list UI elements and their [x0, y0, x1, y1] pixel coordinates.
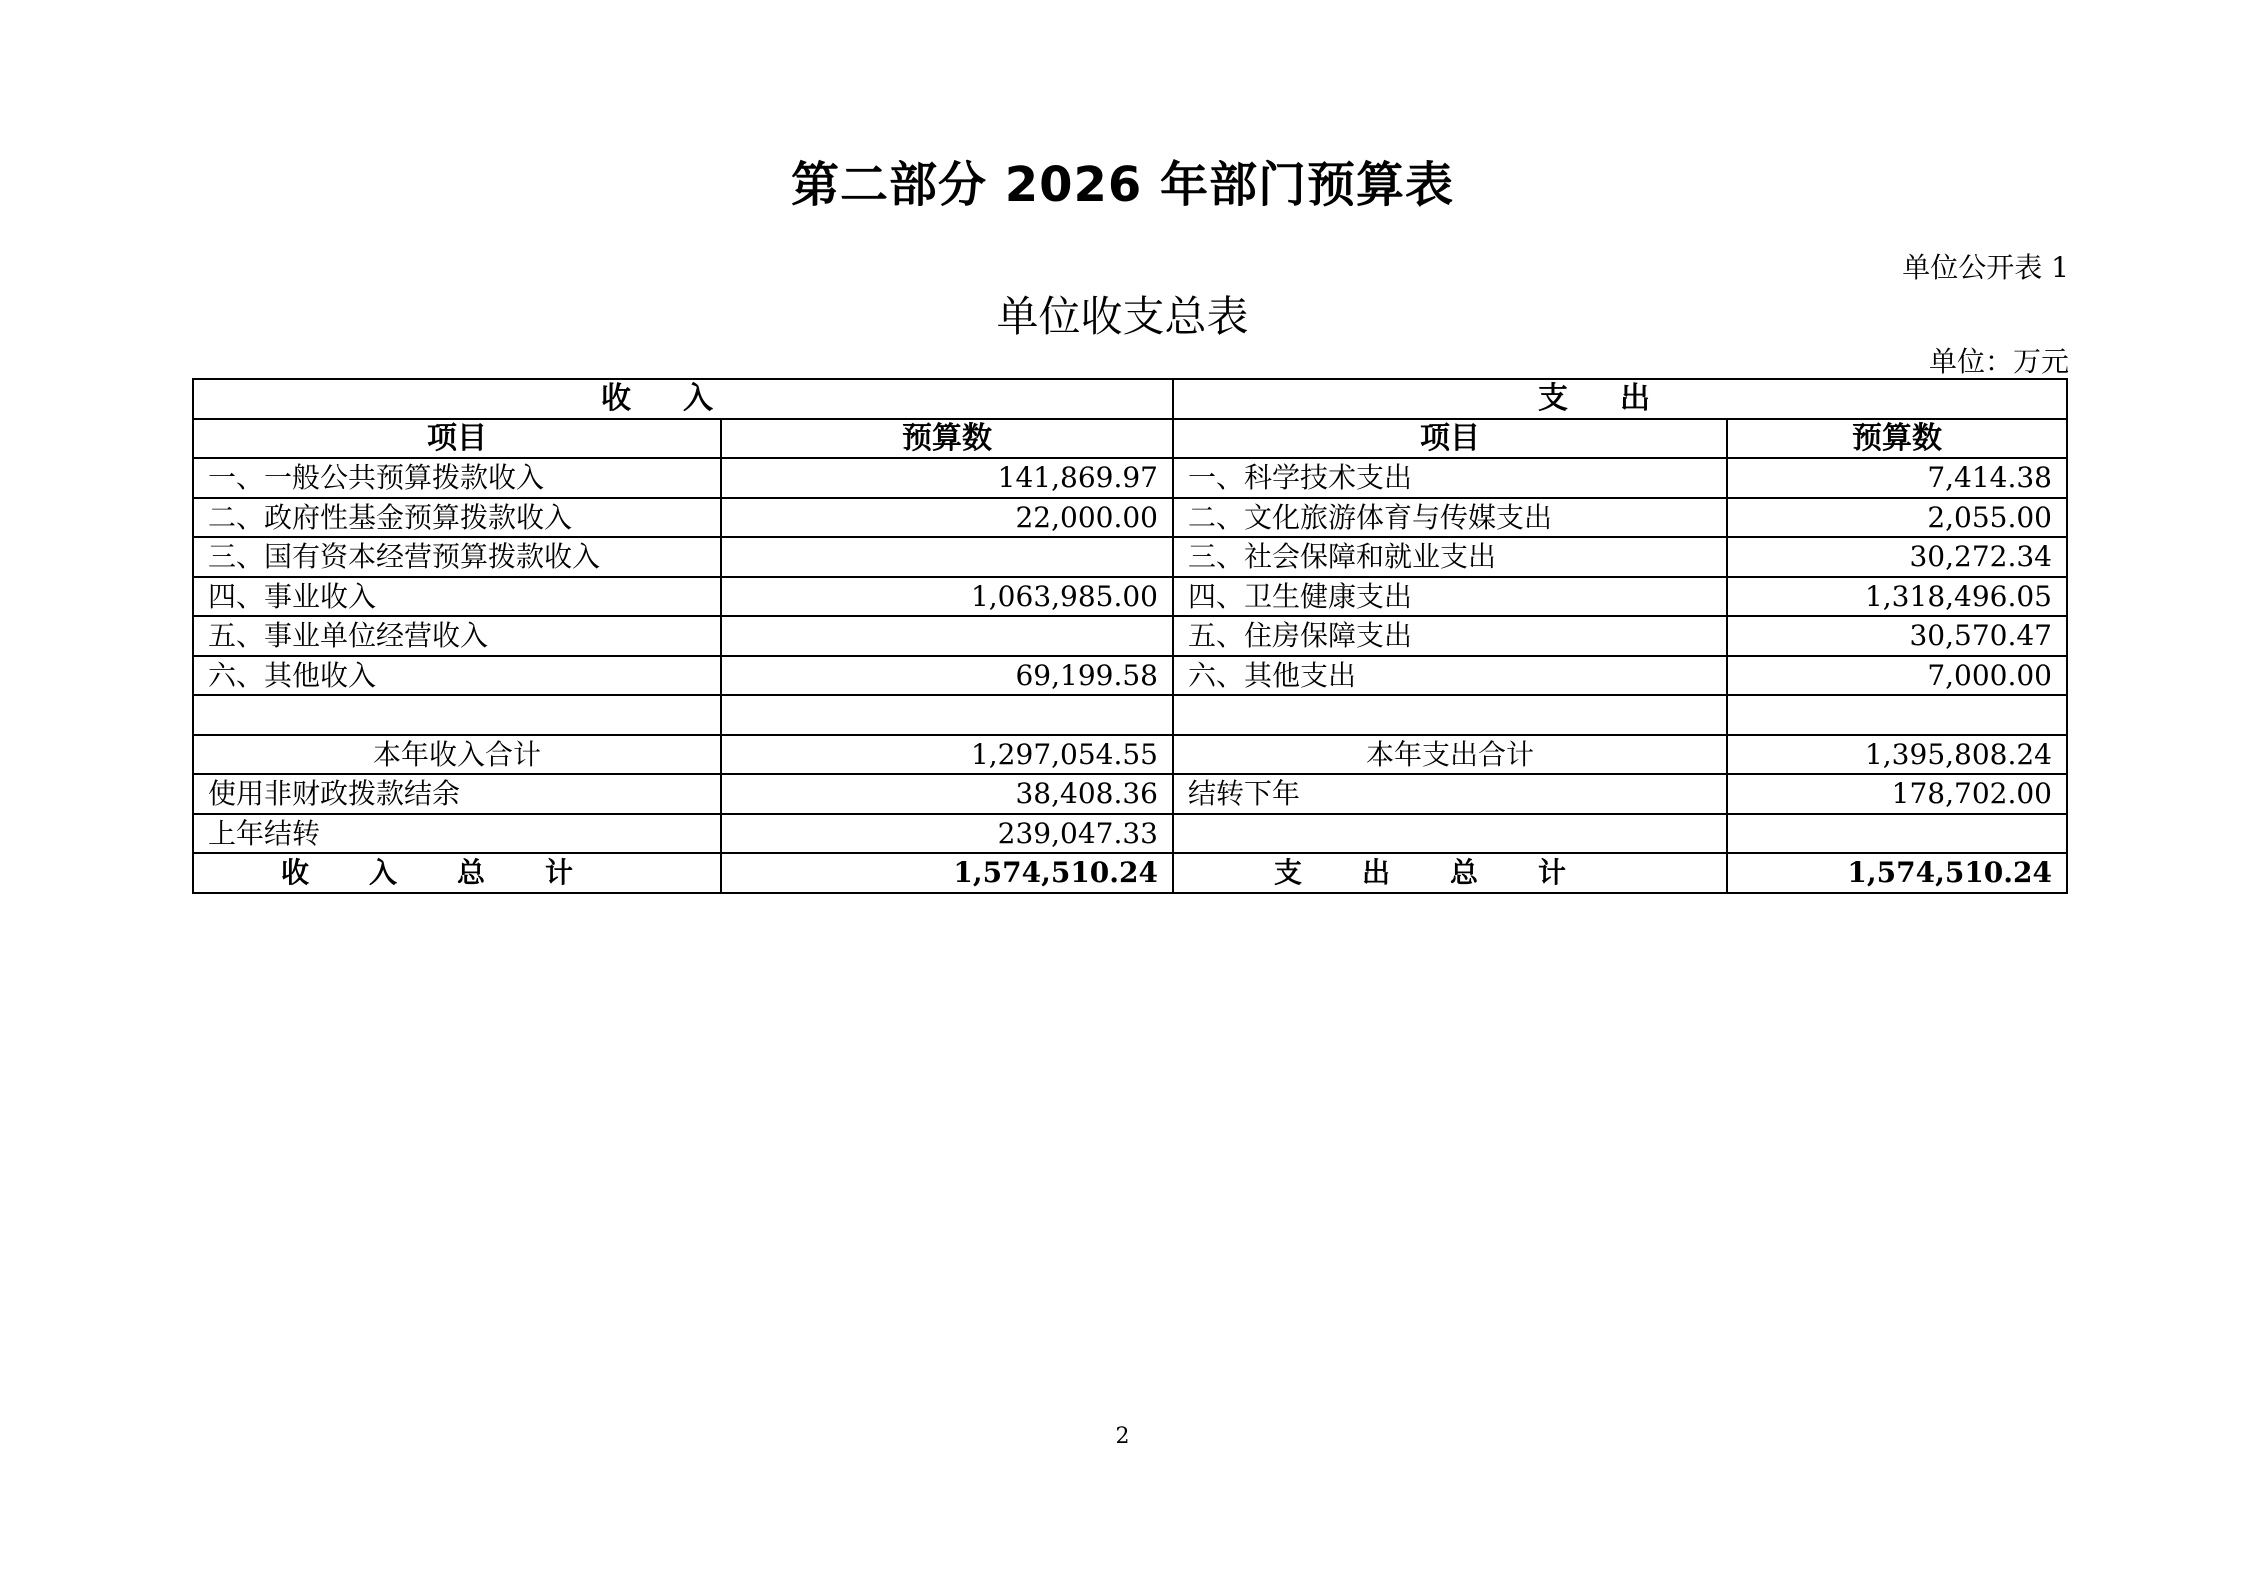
table-row [193, 458, 2067, 498]
table-title: 单位收支总表 [996, 292, 1249, 341]
blank-cell [1173, 695, 1727, 735]
column-header-row [193, 419, 2067, 459]
table-row [193, 498, 2067, 538]
expense-item: 三、社会保障和就业支出 [1173, 537, 1727, 577]
expense-budget-header: 预算数 [1727, 419, 2067, 459]
table-row [193, 616, 2067, 656]
income-item: 四、事业收入 [193, 577, 721, 617]
table-number: 单位公开表 1 [1902, 251, 2069, 284]
section-header-row [193, 379, 2067, 419]
income-item: 五、事业单位经营收入 [193, 616, 721, 656]
table-row [193, 814, 2067, 854]
income-header: 收入 [193, 379, 1173, 419]
subtotal-row [193, 735, 2067, 775]
income-item: 一、一般公共预算拨款收入 [193, 458, 721, 498]
expense-subtotal-amount: 1,395,808.24 [1727, 735, 2067, 775]
expense-item: 结转下年 [1173, 774, 1727, 814]
expense-amount: 30,570.47 [1727, 616, 2067, 656]
table-row [193, 774, 2067, 814]
table-row [193, 537, 2067, 577]
blank-cell [721, 695, 1173, 735]
income-amount: 38,408.36 [721, 774, 1173, 814]
income-amount: 141,869.97 [721, 458, 1173, 498]
expense-item [1173, 814, 1727, 854]
income-item: 二、政府性基金预算拨款收入 [193, 498, 721, 538]
blank-cell [193, 695, 721, 735]
income-total-label: 收入总计 [193, 853, 721, 893]
total-row [193, 853, 2067, 893]
expense-total-label: 支出总计 [1173, 853, 1727, 893]
income-amount [721, 537, 1173, 577]
income-item: 六、其他收入 [193, 656, 721, 696]
table-row [193, 656, 2067, 696]
expense-amount: 7,414.38 [1727, 458, 2067, 498]
expense-item: 二、文化旅游体育与传媒支出 [1173, 498, 1727, 538]
expense-item: 五、住房保障支出 [1173, 616, 1727, 656]
table-row [193, 577, 2067, 617]
income-amount: 69,199.58 [721, 656, 1173, 696]
income-subtotal-label: 本年收入合计 [193, 735, 721, 775]
income-amount [721, 616, 1173, 656]
unit-label: 单位：万元 [1928, 345, 2069, 378]
expense-amount [1727, 814, 2067, 854]
income-item-header: 项目 [193, 419, 721, 459]
income-item: 使用非财政拨款结余 [193, 774, 721, 814]
income-amount: 22,000.00 [721, 498, 1173, 538]
income-item: 三、国有资本经营预算拨款收入 [193, 537, 721, 577]
expense-item: 六、其他支出 [1173, 656, 1727, 696]
budget-table [192, 378, 2068, 894]
income-budget-header: 预算数 [721, 419, 1173, 459]
page-title: 第二部分 2026 年部门预算表 [790, 157, 1455, 213]
blank-row [193, 695, 2067, 735]
income-amount: 1,063,985.00 [721, 577, 1173, 617]
expense-item: 一、科学技术支出 [1173, 458, 1727, 498]
page-number: 2 [1115, 1424, 1130, 1449]
expense-amount: 1,318,496.05 [1727, 577, 2067, 617]
expense-amount: 30,272.34 [1727, 537, 2067, 577]
expense-total-amount: 1,574,510.24 [1727, 853, 2067, 893]
expense-amount: 178,702.00 [1727, 774, 2067, 814]
blank-cell [1727, 695, 2067, 735]
expense-item: 四、卫生健康支出 [1173, 577, 1727, 617]
income-amount: 239,047.33 [721, 814, 1173, 854]
expense-amount: 7,000.00 [1727, 656, 2067, 696]
expense-item-header: 项目 [1173, 419, 1727, 459]
expense-header: 支出 [1173, 379, 2067, 419]
expense-subtotal-label: 本年支出合计 [1173, 735, 1727, 775]
income-item: 上年结转 [193, 814, 721, 854]
income-subtotal-amount: 1,297,054.55 [721, 735, 1173, 775]
income-total-amount: 1,574,510.24 [721, 853, 1173, 893]
expense-amount: 2,055.00 [1727, 498, 2067, 538]
